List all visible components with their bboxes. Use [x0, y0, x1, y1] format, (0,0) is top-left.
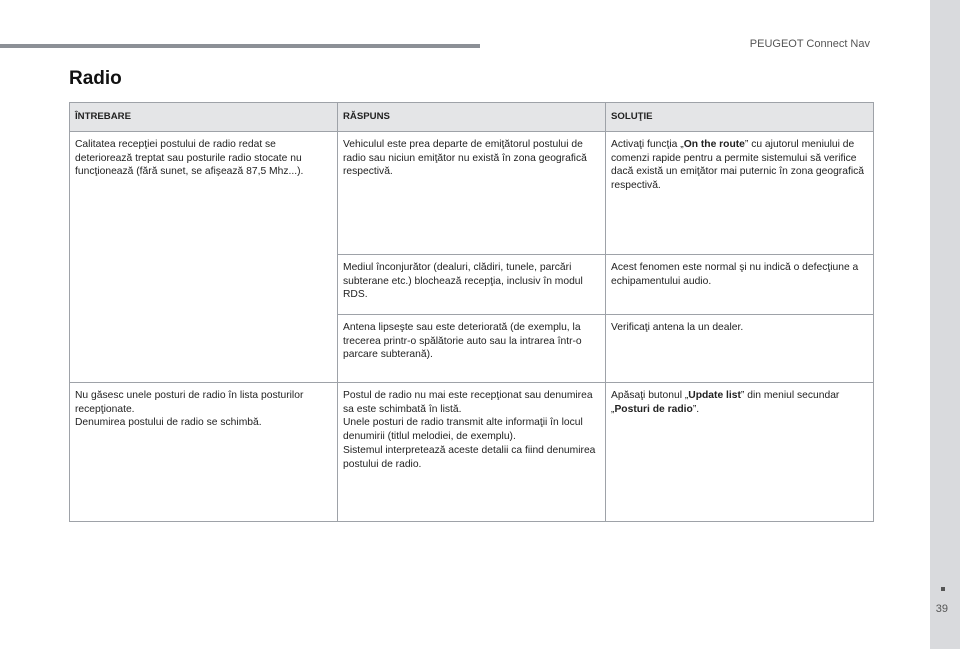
header-answer: RĂSPUNS — [338, 103, 606, 132]
header-bar — [0, 44, 480, 48]
solution-text: ” cu ajutorul meniului de comenzi rapide pentru a permite sistemului să verifice dacă există un emiţător mai puternic în zona geografică respectivă. — [611, 138, 864, 192]
solution-text: ” din meniul secundar „ — [611, 389, 840, 415]
question-cell: Nu găsesc unele posturi de radio în lista posturilor recepţionate. Denumirea postului de radio se schimbă. — [70, 382, 338, 521]
side-strip — [930, 0, 960, 649]
page-number: 39 — [935, 603, 948, 615]
solution-text: Activaţi funcţia „ — [611, 138, 684, 150]
solution-cell: Verificaţi antena la un dealer. — [606, 314, 874, 382]
table-row — [70, 382, 874, 521]
solution-text: ”. — [692, 403, 700, 415]
solution-text: Apăsaţi butonul „ — [611, 389, 689, 401]
solution-cell: Acest fenomen este normal şi nu indică o defecţiune a echipamentului audio. — [606, 254, 874, 314]
answer-cell: Vehiculul este prea departe de emiţătorul postului de radio sau niciun emiţător nu există în zona geografică respectivă. — [338, 131, 606, 254]
faq-table — [69, 102, 874, 522]
header-question: ÎNTREBARE — [70, 103, 338, 132]
solution-cell — [606, 131, 874, 254]
header-solution: SOLUŢIE — [606, 103, 874, 132]
table-row — [70, 131, 874, 254]
solution-cell — [606, 382, 874, 521]
table-header-row — [70, 103, 874, 132]
header-product-name: PEUGEOT Connect Nav — [749, 38, 870, 50]
question-cell: Calitatea recepţiei postului de radio redat se deteriorează treptat sau posturile radio stocate nu funcţionează (fără sunet, se afişează 87,5 Mhz...). — [70, 131, 338, 382]
page-title: Radio — [69, 68, 122, 89]
page-marker — [941, 587, 945, 591]
function-name: On the route — [683, 138, 745, 150]
answer-cell: Antena lipseşte sau este deteriorată (de exemplu, la trecerea printr-o spălătorie auto sau la intrarea într-o parcare subterană). — [338, 314, 606, 382]
menu-name: Posturi de radio — [614, 403, 693, 415]
answer-cell: Postul de radio nu mai este recepţionat sau denumirea sa este schimbată în listă. Unele posturi de radio transmit alte informaţii în locul denumirii (titlul melodiei, de exemplu). Sistemul interpretează aceste detalii ca fiind denumirea postului de radio. — [338, 382, 606, 521]
button-name: Update list — [688, 389, 741, 401]
answer-cell: Mediul înconjurător (dealuri, clădiri, tunele, parcări subterane etc.) blochează recepţia, inclusiv în modul RDS. — [338, 254, 606, 314]
